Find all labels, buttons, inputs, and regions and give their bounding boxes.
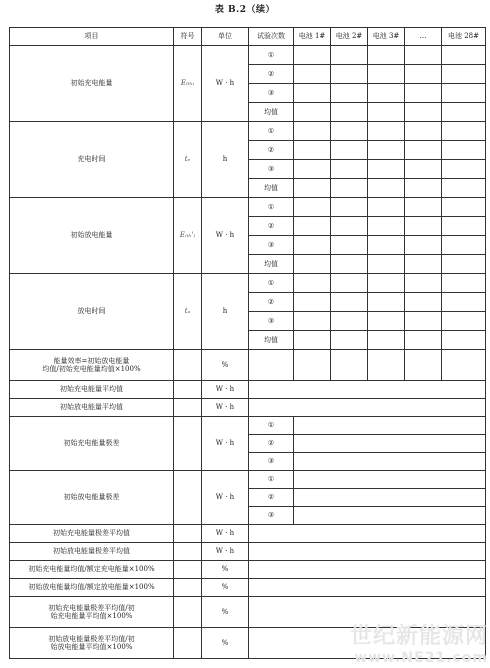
value-cell [294, 453, 486, 471]
unit-cell: % [202, 597, 249, 628]
trial-number: ② [249, 293, 294, 312]
trial-row [10, 274, 486, 293]
header-cell: … [405, 28, 442, 46]
unit-cell: W · h [202, 471, 249, 525]
ratio-row [10, 579, 486, 597]
data-cell [442, 65, 486, 84]
unit-cell: % [202, 350, 249, 381]
ratio-row [10, 561, 486, 579]
data-cell [331, 122, 368, 141]
symbol-cell [174, 628, 202, 659]
table-caption: 表 B.2（续） [214, 5, 276, 15]
data-cell [331, 331, 368, 350]
trial-number: ① [249, 417, 294, 435]
symbol-cell [174, 525, 202, 543]
symbol-cell [174, 543, 202, 561]
data-cell [442, 331, 486, 350]
symbol-cell: tₑ [174, 122, 202, 198]
data-cell [442, 122, 486, 141]
unit-cell: W · h [202, 417, 249, 471]
data-cell [368, 255, 405, 274]
data-cell [405, 255, 442, 274]
value-cell [294, 435, 486, 453]
trial-number: ② [249, 217, 294, 236]
data-cell [294, 65, 331, 84]
header-cell: 单位 [202, 28, 249, 46]
trial-row [10, 122, 486, 141]
data-cell [294, 274, 331, 293]
data-cell [405, 274, 442, 293]
value-cell [249, 525, 486, 543]
data-cell [331, 312, 368, 331]
data-cell [294, 122, 331, 141]
data-cell [405, 160, 442, 179]
data-cell [405, 198, 442, 217]
item-label: 初始放电能量极差平均值 [10, 543, 174, 561]
data-cell [294, 84, 331, 103]
trial-row [10, 198, 486, 217]
data-cell [405, 293, 442, 312]
data-cell [331, 179, 368, 198]
unit-cell: W · h [202, 381, 249, 399]
trial-number: ② [249, 141, 294, 160]
value-cell [294, 507, 486, 525]
data-cell [442, 255, 486, 274]
symbol-cell: tₐ [174, 274, 202, 350]
data-cell [249, 350, 294, 381]
header-cell: 项目 [10, 28, 174, 46]
symbol-cell [174, 417, 202, 471]
trial-number: ③ [249, 160, 294, 179]
data-cell [405, 122, 442, 141]
data-cell [442, 103, 486, 122]
data-cell [405, 46, 442, 65]
data-cell [368, 141, 405, 160]
trial-number: ② [249, 435, 294, 453]
data-cell [368, 236, 405, 255]
data-cell [368, 65, 405, 84]
data-cell [294, 255, 331, 274]
value-cell [249, 543, 486, 561]
item-label: 初始放电能量极差平均值/初 始放电能量平均值×100% [10, 628, 174, 659]
range-average-row [10, 543, 486, 561]
average-label: 均值 [249, 331, 294, 350]
trial-number: ③ [249, 84, 294, 103]
data-cell [442, 84, 486, 103]
item-label: 初始充电能量极差平均值/初 始充电能量平均值×100% [10, 597, 174, 628]
symbol-cell: E₍ₜₕ'₎ [174, 198, 202, 274]
data-cell [294, 46, 331, 65]
unit-cell: W · h [202, 399, 249, 417]
data-cell [294, 331, 331, 350]
trial-number: ② [249, 489, 294, 507]
data-cell [442, 217, 486, 236]
data-cell [331, 141, 368, 160]
trial-number: ① [249, 274, 294, 293]
data-cell [368, 274, 405, 293]
header-cell: 电池 2# [331, 28, 368, 46]
symbol-cell: E₍ₜₕ₎ [174, 46, 202, 122]
data-cell [294, 236, 331, 255]
unit-cell: h [202, 274, 249, 350]
watermark-title: 世纪新能源网 [349, 624, 488, 649]
data-cell [368, 179, 405, 198]
trial-number: ① [249, 46, 294, 65]
data-cell [331, 350, 368, 381]
value-cell [294, 417, 486, 435]
data-cell [405, 84, 442, 103]
average-label: 均值 [249, 255, 294, 274]
data-cell [368, 312, 405, 331]
unit-cell: % [202, 561, 249, 579]
watermark [350, 619, 488, 666]
data-cell [405, 331, 442, 350]
table-body [10, 28, 486, 659]
average-value-row [10, 381, 486, 399]
data-cell [331, 65, 368, 84]
data-cell [331, 46, 368, 65]
unit-cell: W · h [202, 198, 249, 274]
header-cell: 电池 1# [294, 28, 331, 46]
data-cell [368, 331, 405, 350]
trial-number: ③ [249, 507, 294, 525]
data-cell [294, 141, 331, 160]
data-cell [294, 350, 331, 381]
data-cell [331, 255, 368, 274]
symbol-cell [174, 399, 202, 417]
data-cell [368, 293, 405, 312]
unit-cell: % [202, 628, 249, 659]
data-cell [294, 160, 331, 179]
data-cell [442, 179, 486, 198]
data-cell [405, 179, 442, 198]
data-cell [368, 122, 405, 141]
range-trial-row [10, 471, 486, 489]
symbol-cell [174, 350, 202, 381]
item-label: 初始充电能量均值/额定充电能量×100% [10, 561, 174, 579]
data-cell [368, 350, 405, 381]
item-label: 初始放电能量 [10, 198, 174, 274]
data-cell [442, 350, 486, 381]
value-cell [249, 399, 486, 417]
data-cell [442, 293, 486, 312]
efficiency-row [10, 350, 486, 381]
item-label: 初始放电能量极差 [10, 471, 174, 525]
data-cell [442, 312, 486, 331]
data-cell [368, 198, 405, 217]
range-average-row [10, 525, 486, 543]
trial-number: ③ [249, 236, 294, 255]
trial-number: ② [249, 65, 294, 84]
average-label: 均值 [249, 103, 294, 122]
symbol-cell [174, 561, 202, 579]
data-cell [442, 274, 486, 293]
data-cell [368, 103, 405, 122]
symbol-cell [174, 471, 202, 525]
data-cell [368, 46, 405, 65]
average-value-row [10, 399, 486, 417]
item-label: 能量效率=初始放电能量 均值/初始充电能量均值×100% [10, 350, 174, 381]
item-label: 初始放电能量平均值 [10, 399, 174, 417]
data-cell [368, 160, 405, 179]
data-cell [442, 236, 486, 255]
item-label: 放电时间 [10, 274, 174, 350]
value-cell [249, 561, 486, 579]
header-cell: 试验次数 [249, 28, 294, 46]
symbol-cell [174, 381, 202, 399]
unit-cell: h [202, 122, 249, 198]
data-cell [405, 236, 442, 255]
data-cell [368, 84, 405, 103]
test-record-table [9, 27, 486, 659]
data-cell [331, 293, 368, 312]
header-cell: 电池 3# [368, 28, 405, 46]
unit-cell: % [202, 579, 249, 597]
data-cell [368, 217, 405, 236]
watermark-url: www.NE21.com [354, 650, 488, 666]
unit-cell: W · h [202, 543, 249, 561]
data-cell [405, 103, 442, 122]
data-cell [442, 198, 486, 217]
trial-number: ③ [249, 453, 294, 471]
data-cell [405, 350, 442, 381]
symbol-cell [174, 579, 202, 597]
data-cell [405, 141, 442, 160]
data-cell [442, 46, 486, 65]
item-label: 初始充电能量平均值 [10, 381, 174, 399]
average-label: 均值 [249, 179, 294, 198]
trial-number: ① [249, 471, 294, 489]
item-label: 初始充电能量极差 [10, 417, 174, 471]
data-cell [294, 312, 331, 331]
unit-cell: W · h [202, 525, 249, 543]
data-cell [405, 65, 442, 84]
data-cell [294, 198, 331, 217]
header-row [10, 28, 486, 46]
data-cell [331, 103, 368, 122]
header-cell: 电池 28# [442, 28, 486, 46]
value-cell [294, 489, 486, 507]
unit-cell: W · h [202, 46, 249, 122]
trial-number: ③ [249, 312, 294, 331]
value-cell [249, 579, 486, 597]
data-cell [331, 217, 368, 236]
data-cell [294, 103, 331, 122]
data-cell [442, 160, 486, 179]
data-cell [294, 179, 331, 198]
value-cell [294, 471, 486, 489]
data-cell [331, 198, 368, 217]
data-cell [405, 312, 442, 331]
trial-number: ① [249, 198, 294, 217]
data-cell [331, 274, 368, 293]
range-trial-row [10, 417, 486, 435]
data-cell [331, 160, 368, 179]
data-cell [405, 217, 442, 236]
value-cell [249, 381, 486, 399]
item-label: 初始充电能量 [10, 46, 174, 122]
data-cell [294, 293, 331, 312]
data-cell [442, 141, 486, 160]
item-label: 初始放电能量均值/额定放电能量×100% [10, 579, 174, 597]
data-cell [294, 217, 331, 236]
symbol-cell [174, 597, 202, 628]
trial-number: ① [249, 122, 294, 141]
data-cell [331, 236, 368, 255]
header-cell: 符号 [174, 28, 202, 46]
data-cell [331, 84, 368, 103]
item-label: 初始充电能量极差平均值 [10, 525, 174, 543]
trial-row [10, 46, 486, 65]
item-label: 充电时间 [10, 122, 174, 198]
